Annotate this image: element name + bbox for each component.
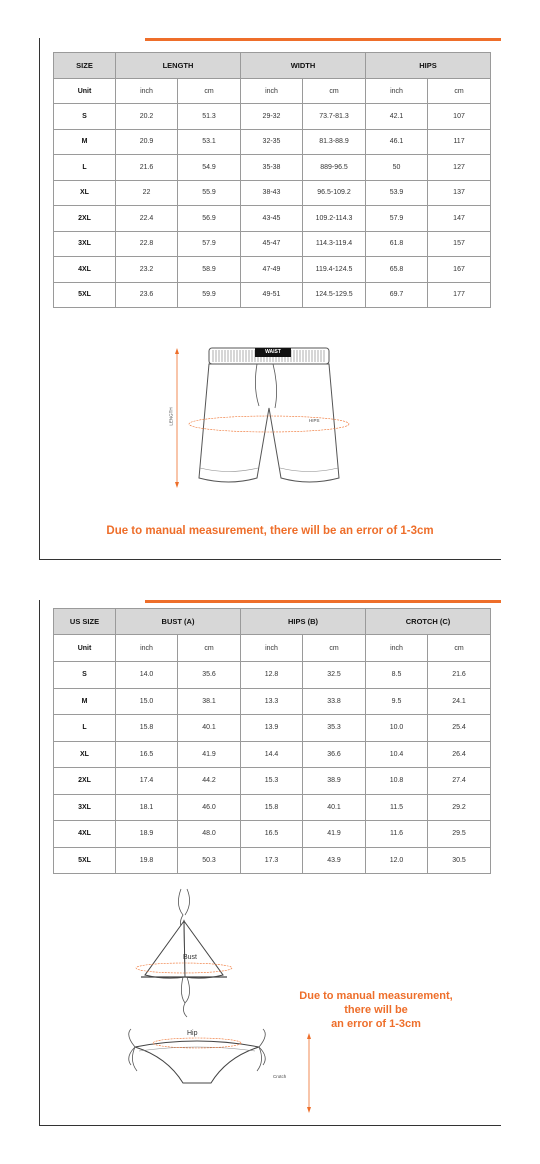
value-cell: 46.0	[178, 794, 241, 821]
value-cell: 38.1	[178, 688, 241, 715]
card-left-border	[39, 38, 40, 560]
unit-label: Unit	[54, 79, 116, 104]
value-cell: 15.8	[241, 794, 303, 821]
value-cell: 96.5-109.2	[303, 180, 366, 206]
header-us-size: US SIZE	[54, 609, 116, 635]
table-header-row	[54, 609, 491, 635]
accent-bar	[145, 38, 501, 41]
note-line: Due to manual measurement,	[299, 990, 453, 1002]
value-cell: 41.9	[178, 741, 241, 768]
value-cell: 65.8	[366, 257, 428, 283]
value-cell: 59.9	[178, 282, 241, 308]
value-cell: 57.9	[178, 231, 241, 257]
size-cell: 2XL	[54, 768, 116, 795]
value-cell: 50.3	[178, 847, 241, 874]
value-cell: 38.9	[303, 768, 366, 795]
note-line: an error of 1-3cm	[331, 1018, 421, 1030]
value-cell: 17.3	[241, 847, 303, 874]
value-cell: 15.8	[116, 715, 178, 742]
value-cell: 38-43	[241, 180, 303, 206]
value-cell: 53.1	[178, 129, 241, 155]
value-cell: 29.2	[428, 794, 491, 821]
value-cell: 167	[428, 257, 491, 283]
value-cell: 117	[428, 129, 491, 155]
unit-cell: cm	[178, 79, 241, 104]
value-cell: 46.1	[366, 129, 428, 155]
value-cell: 33.8	[303, 688, 366, 715]
hip-label: Hip	[187, 1030, 198, 1037]
size-cell: 3XL	[54, 231, 116, 257]
value-cell: 20.2	[116, 104, 178, 130]
value-cell: 119.4-124.5	[303, 257, 366, 283]
unit-cell: inch	[366, 635, 428, 662]
value-cell: 81.3-88.9	[303, 129, 366, 155]
value-cell: 25.4	[428, 715, 491, 742]
value-cell: 57.9	[366, 206, 428, 232]
value-cell: 50	[366, 155, 428, 181]
unit-cell: inch	[241, 79, 303, 104]
value-cell: 114.3-119.4	[303, 231, 366, 257]
size-cell: 5XL	[54, 847, 116, 874]
size-cell: 2XL	[54, 206, 116, 232]
measurement-note	[261, 989, 491, 1031]
value-cell: 47-49	[241, 257, 303, 283]
value-cell: 48.0	[178, 821, 241, 848]
shorts-diagram	[169, 338, 369, 498]
value-cell: 15.3	[241, 768, 303, 795]
value-cell: 14.0	[116, 662, 178, 689]
table-row	[54, 821, 491, 848]
value-cell: 137	[428, 180, 491, 206]
table-row	[54, 155, 491, 181]
value-cell: 11.5	[366, 794, 428, 821]
value-cell: 42.1	[366, 104, 428, 130]
value-cell: 55.9	[178, 180, 241, 206]
value-cell: 53.9	[366, 180, 428, 206]
value-cell: 12.0	[366, 847, 428, 874]
value-cell: 22.8	[116, 231, 178, 257]
value-cell: 45-47	[241, 231, 303, 257]
header-hips: HIPS (B)	[241, 609, 366, 635]
shorts-size-chart-card	[39, 38, 501, 560]
value-cell: 43.9	[303, 847, 366, 874]
waist-label: WAIST	[265, 349, 281, 355]
table-row	[54, 688, 491, 715]
value-cell: 9.5	[366, 688, 428, 715]
value-cell: 10.8	[366, 768, 428, 795]
table-row	[54, 180, 491, 206]
value-cell: 27.4	[428, 768, 491, 795]
header-length: LENGTH	[116, 53, 241, 79]
value-cell: 56.9	[178, 206, 241, 232]
length-label: LENGTH	[168, 407, 174, 426]
value-cell: 21.6	[116, 155, 178, 181]
unit-cell: cm	[178, 635, 241, 662]
value-cell: 15.0	[116, 688, 178, 715]
unit-cell: inch	[116, 635, 178, 662]
value-cell: 54.9	[178, 155, 241, 181]
value-cell: 30.5	[428, 847, 491, 874]
note-line: there will be	[344, 1004, 408, 1016]
value-cell: 61.8	[366, 231, 428, 257]
value-cell: 40.1	[303, 794, 366, 821]
value-cell: 51.3	[178, 104, 241, 130]
accent-bar	[145, 600, 501, 603]
unit-cell: cm	[303, 79, 366, 104]
value-cell: 124.5-129.5	[303, 282, 366, 308]
value-cell: 40.1	[178, 715, 241, 742]
unit-cell: inch	[116, 79, 178, 104]
size-cell: M	[54, 129, 116, 155]
table-row	[54, 206, 491, 232]
unit-cell: cm	[303, 635, 366, 662]
value-cell: 23.2	[116, 257, 178, 283]
value-cell: 22.4	[116, 206, 178, 232]
crotch-label: Crotch	[273, 1074, 287, 1079]
unit-label: Unit	[54, 635, 116, 662]
size-cell: M	[54, 688, 116, 715]
card-bottom-border	[39, 559, 501, 560]
table-row	[54, 662, 491, 689]
size-cell: XL	[54, 180, 116, 206]
value-cell: 29.5	[428, 821, 491, 848]
card-left-border	[39, 600, 40, 1126]
header-crotch: CROTCH (C)	[366, 609, 491, 635]
value-cell: 16.5	[116, 741, 178, 768]
table-row	[54, 847, 491, 874]
value-cell: 69.7	[366, 282, 428, 308]
header-hips: HIPS	[366, 53, 491, 79]
table-header-row	[54, 53, 491, 79]
measurement-note: Due to manual measurement, there will be an error of 1-3cm	[106, 525, 434, 537]
bikini-size-table	[53, 608, 491, 874]
value-cell: 20.9	[116, 129, 178, 155]
size-cell: XL	[54, 741, 116, 768]
unit-cell: cm	[428, 635, 491, 662]
size-cell: S	[54, 104, 116, 130]
value-cell: 18.1	[116, 794, 178, 821]
value-cell: 12.8	[241, 662, 303, 689]
value-cell: 32.5	[303, 662, 366, 689]
value-cell: 18.9	[116, 821, 178, 848]
size-cell: S	[54, 662, 116, 689]
value-cell: 58.9	[178, 257, 241, 283]
value-cell: 24.1	[428, 688, 491, 715]
unit-row	[54, 635, 491, 662]
value-cell: 35-38	[241, 155, 303, 181]
unit-cell: inch	[366, 79, 428, 104]
value-cell: 889-96.5	[303, 155, 366, 181]
value-cell: 147	[428, 206, 491, 232]
unit-cell: inch	[241, 635, 303, 662]
table-row	[54, 231, 491, 257]
size-cell: L	[54, 715, 116, 742]
table-row	[54, 741, 491, 768]
value-cell: 109.2-114.3	[303, 206, 366, 232]
value-cell: 21.6	[428, 662, 491, 689]
size-cell: 5XL	[54, 282, 116, 308]
value-cell: 35.3	[303, 715, 366, 742]
value-cell: 73.7-81.3	[303, 104, 366, 130]
value-cell: 107	[428, 104, 491, 130]
value-cell: 41.9	[303, 821, 366, 848]
bust-label: Bust	[183, 954, 198, 961]
value-cell: 19.8	[116, 847, 178, 874]
unit-cell: cm	[428, 79, 491, 104]
size-cell: L	[54, 155, 116, 181]
value-cell: 11.6	[366, 821, 428, 848]
shorts-size-table	[53, 52, 491, 308]
table-row	[54, 104, 491, 130]
table-row	[54, 257, 491, 283]
value-cell: 13.3	[241, 688, 303, 715]
value-cell: 157	[428, 231, 491, 257]
value-cell: 127	[428, 155, 491, 181]
value-cell: 49-51	[241, 282, 303, 308]
value-cell: 14.4	[241, 741, 303, 768]
table-row	[54, 794, 491, 821]
value-cell: 8.5	[366, 662, 428, 689]
value-cell: 26.4	[428, 741, 491, 768]
value-cell: 13.9	[241, 715, 303, 742]
size-cell: 4XL	[54, 257, 116, 283]
value-cell: 17.4	[116, 768, 178, 795]
table-row	[54, 282, 491, 308]
value-cell: 23.6	[116, 282, 178, 308]
card-bottom-border	[39, 1125, 501, 1126]
value-cell: 10.4	[366, 741, 428, 768]
value-cell: 22	[116, 180, 178, 206]
value-cell: 35.6	[178, 662, 241, 689]
value-cell: 32-35	[241, 129, 303, 155]
table-row	[54, 715, 491, 742]
size-cell: 3XL	[54, 794, 116, 821]
hips-label: HIPS	[309, 418, 320, 423]
value-cell: 43-45	[241, 206, 303, 232]
value-cell: 16.5	[241, 821, 303, 848]
table-row	[54, 129, 491, 155]
header-width: WIDTH	[241, 53, 366, 79]
value-cell: 10.0	[366, 715, 428, 742]
header-bust: BUST (A)	[116, 609, 241, 635]
value-cell: 36.6	[303, 741, 366, 768]
value-cell: 44.2	[178, 768, 241, 795]
bikini-size-chart-card	[39, 600, 501, 1126]
unit-row	[54, 79, 491, 104]
value-cell: 177	[428, 282, 491, 308]
header-size: SIZE	[54, 53, 116, 79]
value-cell: 29-32	[241, 104, 303, 130]
size-cell: 4XL	[54, 821, 116, 848]
table-row	[54, 768, 491, 795]
